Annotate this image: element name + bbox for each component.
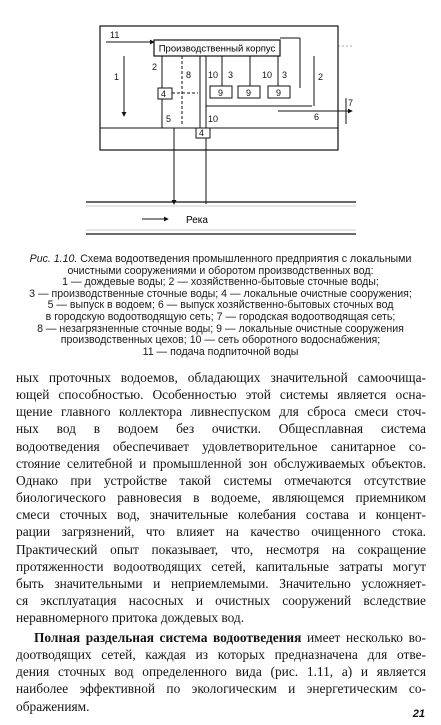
text-line: биологического равновесия в водоеме, являющемся приемником (16, 490, 426, 506)
lead-rest: имеет несколько во- (301, 630, 426, 645)
paragraph-1 (16, 369, 426, 626)
river-label: Река (186, 215, 208, 226)
caption-line: 11 — подача подпиточной воды (142, 345, 299, 358)
label-9-b: 9 (246, 88, 252, 98)
text-line: водоотведения обеспечивает удовлетворительное санитарное со- (16, 438, 426, 454)
text-line: ных вод в водоем без очистки. Общесплавная система (16, 421, 426, 437)
caption-line: очистными сооружениями и оборотом производственных вод: (67, 264, 374, 277)
caption-line: в городскую водоотводящую сеть; 7 — городская водоотводящая сеть; (45, 310, 396, 323)
caption-prefix: Рис. 1.10. (29, 253, 78, 265)
text-line: наиболее эффективной по экологическим и энергетическим со- (16, 681, 426, 697)
text-line: ображениям. (16, 698, 90, 714)
text-line: неравномерного притока дождевых вод. (16, 610, 245, 626)
label-2-right: 2 (318, 72, 324, 82)
page-number: 21 (412, 708, 425, 720)
label-10-c: 10 (208, 114, 219, 124)
text-line: дения сточных вод определенного вида (рис. 1.11, а) и является (16, 664, 426, 680)
caption-line: 8 — незагрязненные сточные воды; 9 — локальные очистные сооружения (37, 322, 404, 335)
text-line: ющей способностью. Особенностью этой системы является осна- (16, 387, 426, 403)
text-line: доотводящих сетей, каждая из которых предназначена для отве- (16, 647, 426, 663)
label-7: 7 (348, 98, 354, 108)
label-3-a: 3 (228, 70, 234, 80)
text-line (16, 629, 426, 646)
label-4-left: 4 (161, 89, 167, 99)
paragraph-2 (16, 629, 426, 715)
drainage-scheme-diagram (82, 16, 360, 252)
text-line: быть значительными и неприемлемыми. Значительно усложняет- (16, 575, 426, 591)
label-10-a: 10 (208, 70, 219, 80)
label-3-b: 3 (282, 70, 288, 80)
text-line: стояние селитебной и промышленной зон обслуживаемых объектов. (16, 455, 426, 471)
text-line: протяженности водоотводящих сетей, капитальные затраты могут (16, 558, 426, 574)
label-9-c: 9 (276, 88, 282, 98)
text-line: Практический опыт показывает, что, несмотря на сокращение (16, 541, 426, 557)
label-5: 5 (166, 114, 172, 124)
caption-line: производственных цехов; 10 — сеть оборотного водоснабжения; (60, 334, 381, 347)
label-6: 6 (314, 112, 320, 122)
text-line: Однако при устройстве такой системы отмечаются отсутствие (16, 472, 426, 488)
label-8: 8 (186, 70, 192, 80)
label-10-b: 10 (262, 70, 273, 80)
label-11: 11 (110, 30, 120, 40)
label-2-left: 2 (152, 62, 158, 72)
caption-line: 3 — производственные сточные воды; 4 — локальные очистные сооружения; (29, 287, 412, 300)
label-9-a: 9 (218, 88, 224, 98)
text-line: смеси сточных вод, значительные колебания состава и концент- (16, 507, 426, 523)
text-line: щение главного коллектора ливнеспуском для сброса смеси сточ- (16, 404, 426, 420)
text-line: ных проточных водоемов, обладающих значительной самоочища- (16, 370, 426, 385)
label-4-bottom: 4 (199, 128, 205, 138)
figure-caption (14, 254, 427, 358)
building-label: Производственный корпус (158, 43, 276, 55)
label-1: 1 (114, 72, 120, 82)
text-line: ся эксплуатация насосных и очистных сооружений вследствие (16, 593, 426, 609)
caption-line: Схема водоотведения промышленного предприятия с локальными (77, 253, 412, 265)
bold-lead: Полная раздельная система водоотведения (34, 630, 302, 645)
text-line: рации загрязнений, что влияет на качество очищенного стока. (16, 524, 426, 540)
caption-line: 5 — выпуск в водоем; 6 — выпуск хозяйственно-бытовых сточных вод (47, 299, 394, 312)
caption-line: 1 — дождевые воды; 2 — хозяйственно-бытовые сточные воды; (62, 276, 379, 289)
